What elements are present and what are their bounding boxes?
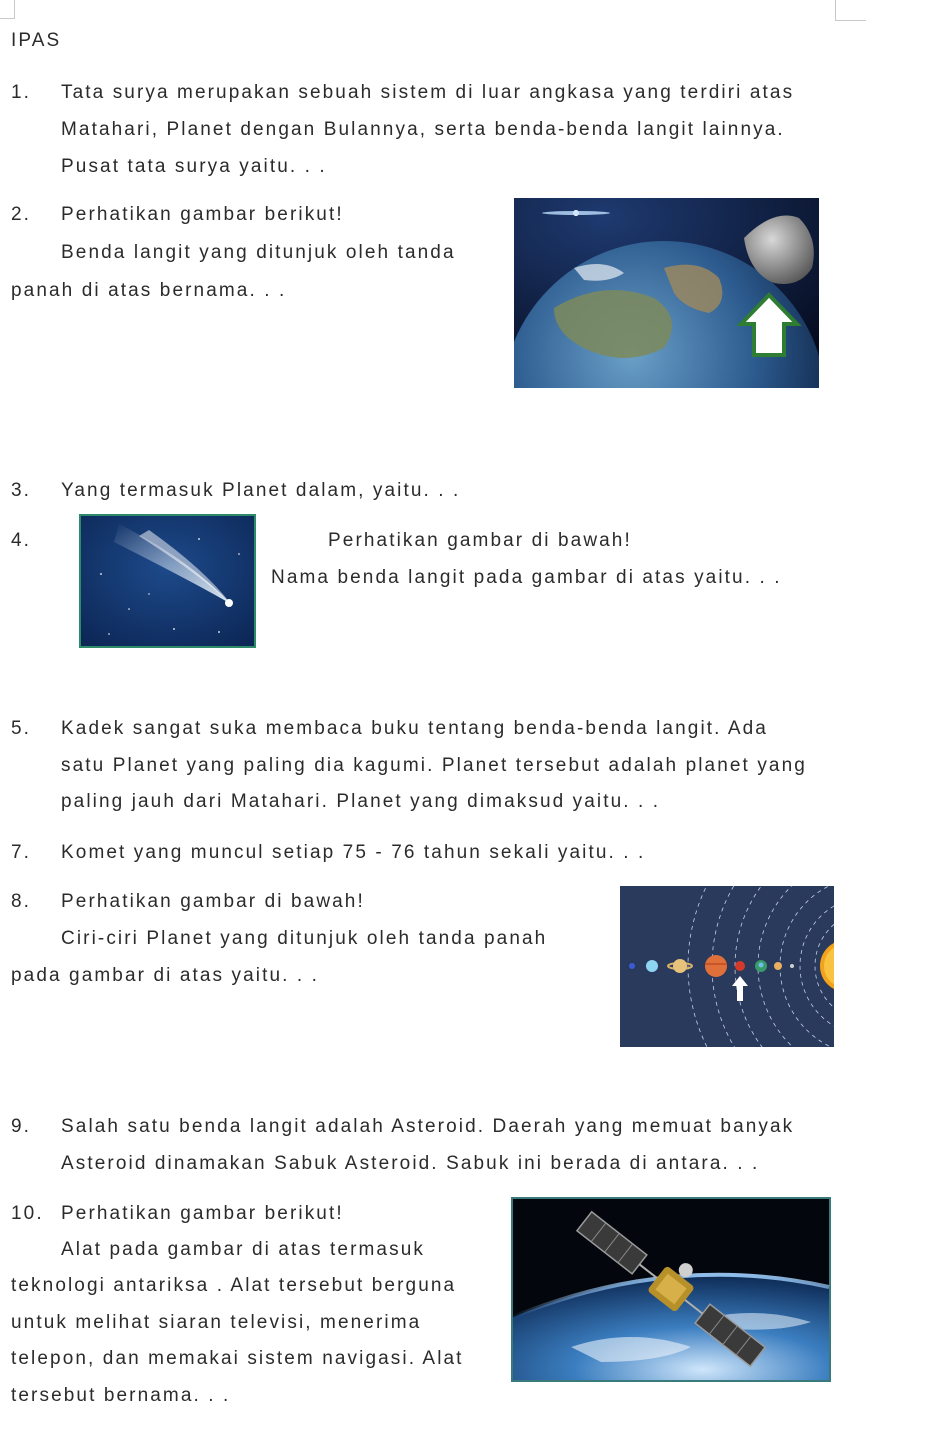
- q2-text-line3: panah di atas bernama. . .: [11, 280, 287, 301]
- q9-number: 9.: [11, 1116, 32, 1137]
- q7-text-line1: Komet yang muncul setiap 75 - 76 tahun sekali yaitu. . .: [61, 842, 646, 863]
- q10-text-line3: teknologi antariksa . Alat tersebut berguna: [11, 1275, 457, 1296]
- q8-number: 8.: [11, 891, 32, 912]
- q2-text-line2: Benda langit yang ditunjuk oleh tanda: [61, 242, 456, 263]
- q8-text-line1: Perhatikan gambar di bawah!: [61, 891, 365, 912]
- q9-text-line2: Asteroid dinamakan Sabuk Asteroid. Sabuk ini berada di antara. . .: [61, 1153, 760, 1174]
- q9-text-line1: Salah satu benda langit adalah Asteroid. Daerah yang memuat banyak: [61, 1116, 795, 1137]
- q5-text-line3: paling jauh dari Matahari. Planet yang dimaksud yaitu. . .: [61, 791, 661, 812]
- q2-text-line1: Perhatikan gambar berikut!: [61, 204, 344, 225]
- page-corner-mark-left: [0, 0, 15, 19]
- q8-text-line2: Ciri-ciri Planet yang ditunjuk oleh tanda panah: [61, 928, 548, 949]
- subject-title: IPAS: [11, 30, 62, 51]
- q10-number: 10.: [11, 1203, 44, 1224]
- q3-text-line1: Yang termasuk Planet dalam, yaitu. . .: [61, 480, 461, 501]
- earth-asteroid-photo: [514, 198, 819, 388]
- q4-text-line1: Perhatikan gambar di bawah!: [328, 530, 632, 551]
- q1-number: 1.: [11, 82, 32, 103]
- q1-text-line1: Tata surya merupakan sebuah sistem di luar angkasa yang terdiri atas: [61, 82, 795, 103]
- page-corner-mark-right: [835, 0, 866, 21]
- q7-number: 7.: [11, 842, 32, 863]
- q5-number: 5.: [11, 718, 32, 739]
- q10-text-line4: untuk melihat siaran televisi, menerima: [11, 1312, 422, 1333]
- q10-text-line6: tersebut bernama. . .: [11, 1385, 231, 1406]
- q1-text-line2: Matahari, Planet dengan Bulannya, serta benda-benda langit lainnya.: [61, 119, 785, 140]
- q2-number: 2.: [11, 204, 32, 225]
- q10-text-line1: Perhatikan gambar berikut!: [61, 1203, 344, 1224]
- q4-number: 4.: [11, 530, 32, 551]
- q5-text-line2: satu Planet yang paling dia kagumi. Planet tersebut adalah planet yang: [61, 755, 807, 776]
- q10-text-line5: telepon, dan memakai sistem navigasi. Alat: [11, 1348, 464, 1369]
- q10-text-line2: Alat pada gambar di atas termasuk: [61, 1239, 425, 1260]
- q5-text-line1: Kadek sangat suka membaca buku tentang benda-benda langit. Ada: [61, 718, 768, 739]
- satellite-photo: [511, 1197, 831, 1382]
- q1-text-line3: Pusat tata surya yaitu. . .: [61, 156, 327, 177]
- q3-number: 3.: [11, 480, 32, 501]
- comet-photo: [79, 514, 256, 648]
- q8-text-line3: pada gambar di atas yaitu. . .: [11, 965, 320, 986]
- q4-text-line2: Nama benda langit pada gambar di atas yaitu. . .: [271, 567, 782, 588]
- solar-system-diagram: [620, 886, 834, 1047]
